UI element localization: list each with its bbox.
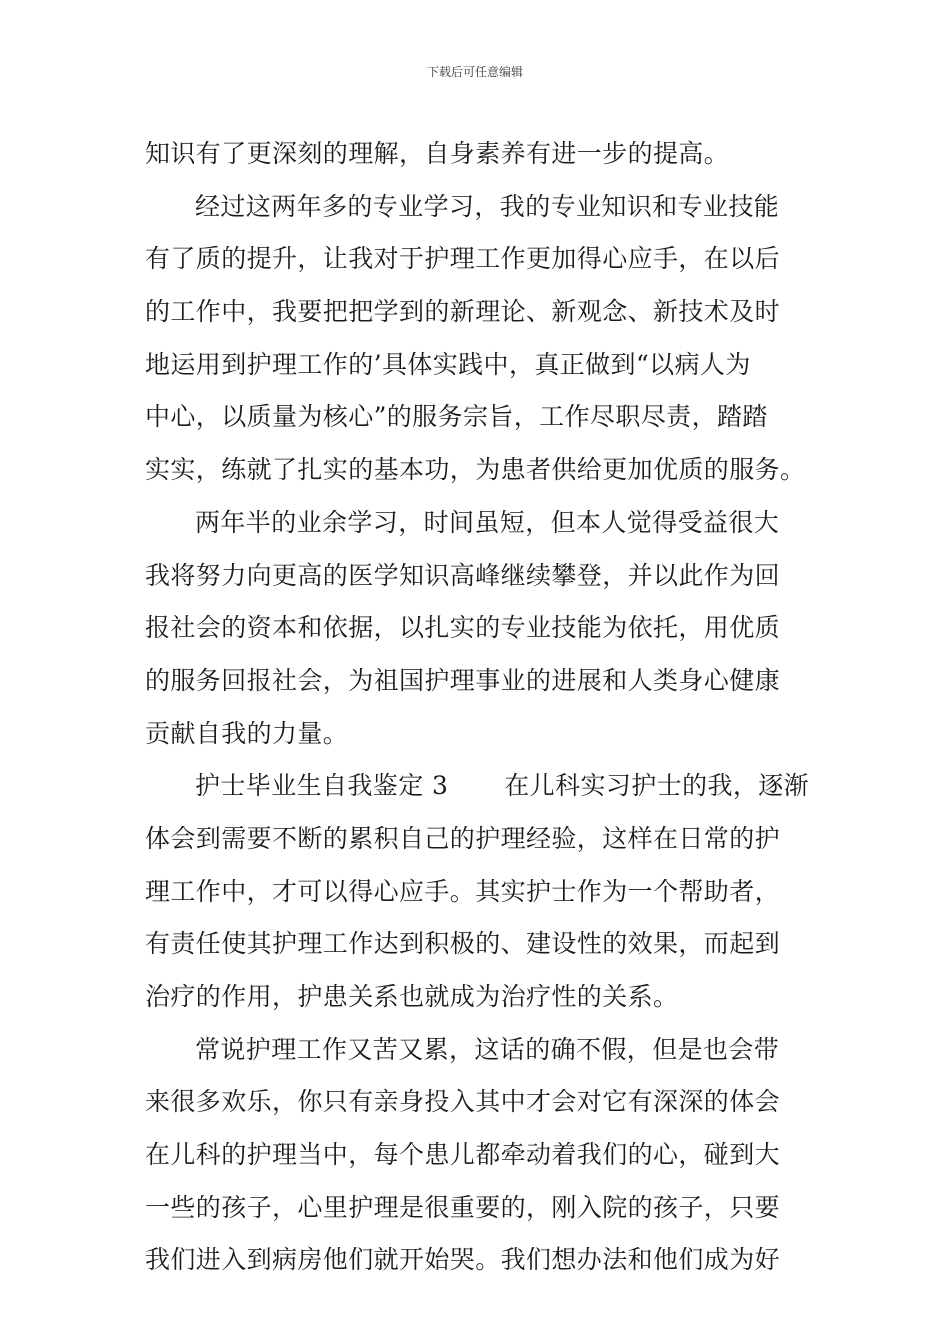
paragraph-line: 贡献自我的力量。 (145, 718, 349, 748)
paragraph-line: 来很多欢乐，你只有亲身投入其中才会对它有深深的体会 (145, 1087, 781, 1117)
paragraph-line: 实实，练就了扎实的基本功，为患者供给更加优质的服务。 (145, 455, 806, 485)
paragraph-line: 在儿科的护理当中，每个患儿都牵动着我们的心，碰到大 (145, 1140, 781, 1170)
paragraph-line: 经过这两年多的专业学习，我的专业知识和专业技能 (195, 191, 780, 221)
paragraph-line: 中心，以质量为核心”的服务宗旨，工作尽职尽责，踏踏 (145, 402, 768, 432)
section-line (145, 760, 810, 813)
paragraph-line: 我们进入到病房他们就开始哭。我们想办法和他们成为好 (145, 1245, 781, 1275)
paragraph-line: 有责任使其护理工作达到积极的、建设性的效果，而起到 (145, 929, 781, 959)
paragraph-line: 报社会的资本和依据，以扎实的专业技能为依托，用优质 (145, 613, 781, 643)
paragraph-line: 常说护理工作又苦又累，这话的确不假，但是也会带 (195, 1034, 780, 1064)
paragraph-line: 有了质的提升，让我对于护理工作更加得心应手，在以后 (145, 244, 781, 274)
paragraph-line: 治疗的作用，护患关系也就成为治疗性的关系。 (145, 982, 679, 1011)
document-body (145, 128, 810, 1287)
paragraph-line: 两年半的业余学习，时间虽短，但本人觉得受益很大 (195, 507, 780, 537)
paragraph-line: 的服务回报社会，为祖国护理事业的进展和人类身心健康 (145, 665, 781, 695)
paragraph-line: 理工作中，才可以得心应手。其实护士作为一个帮助者， (145, 876, 781, 906)
paragraph-line: 体会到需要不断的累积自己的护理经验，这样在日常的护 (145, 823, 781, 853)
page-header: 下载后可任意编辑 (426, 65, 523, 79)
paragraph-line: 的工作中，我要把把学到的新理论、新观念、新技术及时 (145, 297, 781, 327)
paragraph-line: 一些的孩子，心里护理是很重要的，刚入院的孩子，只要 (145, 1192, 781, 1222)
paragraph-line: 我将努力向更高的医学知识高峰继续攀登，并以此作为回 (145, 560, 781, 590)
section-heading: 护士毕业生自我鉴定 3 (195, 771, 449, 801)
paragraph-text: 在儿科实习护士的我，逐渐 (504, 771, 810, 801)
paragraph-line: 地运用到护理工作的’具体实践中，真正做到“以病人为 (145, 349, 751, 379)
paragraph-line: 知识有了更深刻的理解，自身素养有进一步的提高。 (145, 139, 730, 168)
